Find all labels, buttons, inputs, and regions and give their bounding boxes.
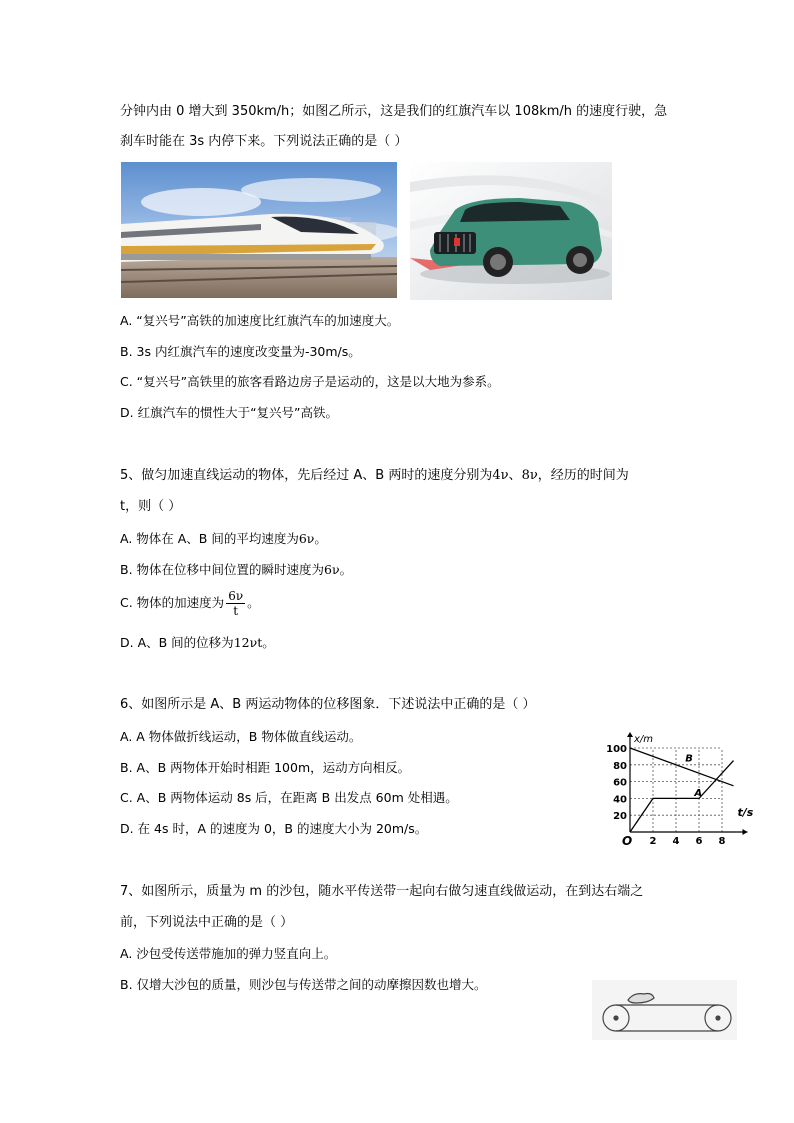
q7-stem-line1: 7、如图所示，质量为 m 的沙包，随水平传送带一起向右做匀速直线做运动，在到达右端之 bbox=[120, 884, 644, 899]
q5-fraction-denominator: t bbox=[233, 604, 239, 618]
q4-option-b: B. 3s 内红旗汽车的速度改变量为-30m/s。 bbox=[120, 344, 361, 359]
q6-option-b: B. A、B 两物体开始时相距 100m，运动方向相反。 bbox=[120, 760, 411, 775]
q6-option-c: C. A、B 两物体运动 8s 后，在距离 B 出发点 60m 处相遇。 bbox=[120, 790, 458, 805]
q5-option-d bbox=[120, 633, 275, 653]
x-tick-label: 4 bbox=[672, 836, 680, 847]
conveyor-belt-figure bbox=[592, 980, 737, 1040]
series-line-b bbox=[630, 748, 734, 786]
q5-option-a bbox=[120, 529, 327, 549]
q4-option-c: C. “复兴号”高铁里的旅客看路边房子是运动的，这是以大地为参系。 bbox=[120, 374, 500, 389]
y-tick-label: 100 bbox=[606, 744, 627, 755]
q4-stem-line2: 刹车时能在 3s 内停下来。下列说法正确的是（ ） bbox=[120, 134, 408, 149]
q6-option-d: D. 在 4s 时，A 的速度为 0，B 的速度大小为 20m/s。 bbox=[120, 821, 428, 836]
xt-chart-svg bbox=[604, 728, 772, 852]
q5-v1: 4ν bbox=[492, 468, 509, 483]
car-photo bbox=[410, 162, 612, 300]
q5-option-a-text: A. 物体在 A、B 间的平均速度为 bbox=[120, 531, 299, 546]
x-axis-arrow bbox=[743, 829, 748, 835]
y-tick-label: 60 bbox=[613, 777, 627, 789]
q7-option-a: A. 沙包受传送带施加的弹力竖直向上。 bbox=[120, 946, 337, 961]
q5-stem-text-b: ，经历的时间为 bbox=[537, 468, 629, 483]
q5-option-c bbox=[120, 586, 260, 620]
q5-option-d-value: 12νt bbox=[233, 635, 263, 650]
series-label-a: A bbox=[694, 787, 703, 799]
series-label-b: B bbox=[685, 753, 693, 765]
y-axis-label: x/m bbox=[634, 734, 654, 745]
displacement-time-chart bbox=[604, 728, 772, 852]
series-line-a bbox=[630, 761, 734, 832]
q6-option-a: A. A 物体做折线运动，B 物体做直线运动。 bbox=[120, 729, 362, 744]
q5-option-a-value: 6ν bbox=[298, 531, 315, 546]
q7-option-b: B. 仅增大沙包的质量，则沙包与传送带之间的动摩擦因数也增大。 bbox=[120, 977, 487, 992]
q5-option-c-fraction bbox=[226, 589, 245, 618]
q5-sep: 、 bbox=[508, 468, 522, 483]
q7-stem-line2: 前，下列说法中正确的是（ ） bbox=[120, 915, 294, 930]
x-axis-label: t/s bbox=[737, 806, 754, 819]
q5-stem-text-a: 5、做匀加速直线运动的物体，先后经过 A、B 两时的速度分别为 bbox=[120, 468, 493, 483]
q5-option-b bbox=[120, 560, 352, 580]
q5-v2: 8ν bbox=[521, 468, 538, 483]
q5-option-d-period: 。 bbox=[262, 635, 275, 650]
q5-option-d-text: D. A、B 间的位移为 bbox=[120, 635, 234, 650]
y-tick-label: 40 bbox=[613, 794, 627, 806]
q5-stem-line2: t，则（ ） bbox=[120, 499, 182, 514]
origin-label: O bbox=[622, 834, 633, 848]
q5-option-c-text: C. 物体的加速度为 bbox=[120, 595, 225, 610]
q5-option-c-period: 。 bbox=[247, 595, 260, 610]
q5-option-a-period: 。 bbox=[314, 531, 327, 546]
q5-option-b-period: 。 bbox=[339, 562, 353, 577]
q5-option-b-value: 6ν bbox=[324, 562, 340, 577]
q6-stem: 6、如图所示是 A、B 两运动物体的位移图象．下述说法中正确的是（ ） bbox=[120, 697, 536, 712]
q4-stem-line1: 分钟内由 0 增大到 350km/h；如图乙所示，这是我们的红旗汽车以 108km/h 的速度行驶，急 bbox=[120, 104, 668, 119]
y-tick-label: 20 bbox=[613, 811, 627, 823]
y-tick-label: 80 bbox=[613, 760, 627, 772]
q5-option-b-text: B. 物体在位移中间位置的瞬时速度为 bbox=[120, 562, 325, 577]
x-tick-label: 6 bbox=[695, 836, 703, 847]
train-photo bbox=[121, 162, 397, 298]
y-axis-arrow bbox=[627, 732, 633, 737]
q4-option-a: A. “复兴号”高铁的加速度比红旗汽车的加速度大。 bbox=[120, 313, 400, 328]
q5-fraction-numerator: 6ν bbox=[228, 589, 244, 603]
x-tick-label: 8 bbox=[718, 836, 726, 847]
q4-option-d: D. 红旗汽车的惯性大于“复兴号”高铁。 bbox=[120, 405, 339, 420]
q5-stem-line1 bbox=[120, 466, 629, 486]
x-tick-label: 2 bbox=[649, 836, 657, 847]
